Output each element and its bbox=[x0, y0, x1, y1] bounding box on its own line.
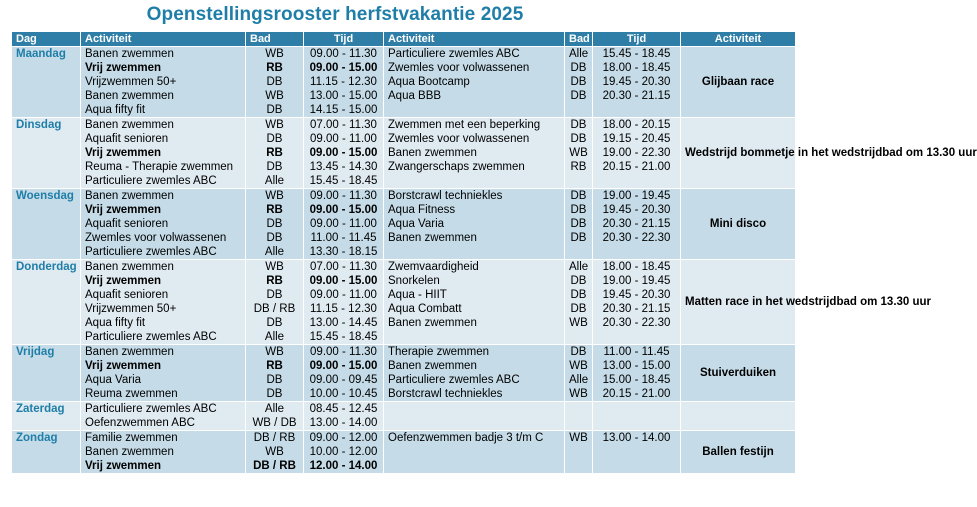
bath-cell: DB bbox=[565, 132, 593, 146]
table-row bbox=[12, 459, 796, 473]
bath-cell: WB bbox=[246, 89, 304, 103]
special-activity: Wedstrijd bommetje in het wedstrijdbad om 13.30 uur bbox=[681, 118, 796, 189]
bath-cell: DB bbox=[565, 118, 593, 133]
bath-cell bbox=[565, 402, 593, 417]
time-cell bbox=[593, 330, 681, 345]
time-cell: 13.30 - 18.15 bbox=[304, 245, 384, 260]
day-group-woensdag bbox=[12, 189, 796, 260]
bath-cell: DB bbox=[565, 61, 593, 75]
activity-cell: Reuma zwemmen bbox=[81, 387, 246, 402]
table-row bbox=[12, 416, 796, 431]
time-cell: 09.00 - 11.30 bbox=[304, 345, 384, 360]
activity-cell: Aqua Varia bbox=[81, 373, 246, 387]
activity-cell: Particuliere zwemles ABC bbox=[81, 174, 246, 189]
time-cell: 18.00 - 20.15 bbox=[593, 118, 681, 133]
time-cell bbox=[593, 103, 681, 118]
time-cell: 20.30 - 21.15 bbox=[593, 217, 681, 231]
time-cell bbox=[593, 416, 681, 431]
time-cell: 11.00 - 11.45 bbox=[593, 345, 681, 360]
time-cell bbox=[593, 174, 681, 189]
bath-cell: DB bbox=[246, 373, 304, 387]
day-group-dinsdag bbox=[12, 118, 977, 189]
activity-cell: Aqua Fitness bbox=[384, 203, 565, 217]
time-cell: 19.00 - 19.45 bbox=[593, 274, 681, 288]
day-group-maandag bbox=[12, 47, 796, 118]
activity-cell: Reuma - Therapie zwemmen bbox=[81, 160, 246, 174]
bath-cell: WB bbox=[246, 47, 304, 62]
time-cell: 09.00 - 11.00 bbox=[304, 288, 384, 302]
day-group-zaterdag bbox=[12, 402, 796, 431]
table-row bbox=[12, 345, 796, 360]
day-name: Woensdag bbox=[12, 189, 81, 260]
activity-cell: Borstcrawl techniekles bbox=[384, 387, 565, 402]
bath-cell: WB bbox=[565, 316, 593, 330]
day-name: Dinsdag bbox=[12, 118, 81, 189]
table-row bbox=[12, 445, 796, 459]
table-row bbox=[12, 217, 796, 231]
activity-cell: Banen zwemmen bbox=[81, 89, 246, 103]
activity-cell bbox=[384, 330, 565, 345]
bath-cell: WB / DB bbox=[246, 416, 304, 431]
activity-cell: Banen zwemmen bbox=[384, 359, 565, 373]
table-row bbox=[12, 373, 796, 387]
table-row bbox=[12, 203, 796, 217]
table-row bbox=[12, 189, 796, 204]
bath-cell: DB bbox=[246, 217, 304, 231]
activity-cell: Particuliere zwemles ABC bbox=[81, 245, 246, 260]
bath-cell: DB bbox=[246, 387, 304, 402]
time-cell: 13.00 - 14.45 bbox=[304, 316, 384, 330]
activity-cell: Banen zwemmen bbox=[384, 316, 565, 330]
bath-cell: Alle bbox=[246, 245, 304, 260]
activity-cell bbox=[384, 402, 565, 417]
activity-cell: Vrijzwemmen 50+ bbox=[81, 75, 246, 89]
bath-cell: DB bbox=[565, 203, 593, 217]
day-name: Zaterdag bbox=[12, 402, 81, 431]
time-cell: 07.00 - 11.30 bbox=[304, 260, 384, 275]
bath-cell: DB bbox=[246, 288, 304, 302]
activity-cell: Aqua fifty fit bbox=[81, 103, 246, 118]
time-cell: 10.00 - 12.00 bbox=[304, 445, 384, 459]
activity-cell: Banen zwemmen bbox=[384, 231, 565, 245]
table-row bbox=[12, 245, 796, 260]
bath-cell: Alle bbox=[565, 47, 593, 62]
bath-cell: WB bbox=[565, 359, 593, 373]
bath-cell bbox=[565, 103, 593, 118]
activity-cell: Oefenzwemmen ABC bbox=[81, 416, 246, 431]
time-cell: 19.15 - 20.45 bbox=[593, 132, 681, 146]
time-cell: 13.00 - 14.00 bbox=[304, 416, 384, 431]
time-cell: 18.00 - 18.45 bbox=[593, 260, 681, 275]
bath-cell bbox=[565, 174, 593, 189]
table-row bbox=[12, 160, 796, 174]
bath-cell: DB bbox=[246, 132, 304, 146]
bath-cell: Alle bbox=[565, 260, 593, 275]
activity-cell bbox=[384, 459, 565, 473]
time-cell: 15.00 - 18.45 bbox=[593, 373, 681, 387]
activity-cell: Vrij zwemmen bbox=[81, 203, 246, 217]
activity-cell bbox=[384, 103, 565, 118]
table-row bbox=[12, 47, 796, 62]
activity-cell: Aqua Combatt bbox=[384, 302, 565, 316]
time-cell: 13.00 - 15.00 bbox=[304, 89, 384, 103]
time-cell: 19.45 - 20.30 bbox=[593, 75, 681, 89]
activity-cell: Therapie zwemmen bbox=[384, 345, 565, 360]
bath-cell: Alle bbox=[246, 330, 304, 345]
bath-cell: DB bbox=[565, 288, 593, 302]
table-row bbox=[12, 103, 796, 118]
time-cell: 15.45 - 18.45 bbox=[593, 47, 681, 62]
bath-cell: RB bbox=[246, 203, 304, 217]
table-row bbox=[12, 431, 796, 446]
activity-cell: Familie zwemmen bbox=[81, 431, 246, 446]
activity-cell: Vrij zwemmen bbox=[81, 459, 246, 473]
time-cell: 11.15 - 12.30 bbox=[304, 302, 384, 316]
bath-cell: WB bbox=[246, 118, 304, 133]
special-activity bbox=[681, 402, 796, 431]
bath-cell: WB bbox=[246, 445, 304, 459]
bath-cell: DB bbox=[565, 189, 593, 204]
activity-cell: Aquafit senioren bbox=[81, 288, 246, 302]
table-row bbox=[12, 61, 796, 75]
time-cell: 11.00 - 11.45 bbox=[304, 231, 384, 245]
activity-cell: Zwemles voor volwassenen bbox=[81, 231, 246, 245]
bath-cell bbox=[565, 445, 593, 459]
day-group-donderdag bbox=[12, 260, 932, 345]
bath-cell: DB bbox=[246, 160, 304, 174]
bath-cell: RB bbox=[565, 160, 593, 174]
special-activity: Mini disco bbox=[681, 189, 796, 260]
activity-cell bbox=[384, 245, 565, 260]
activity-cell: Zwemles voor volwassenen bbox=[384, 61, 565, 75]
bath-cell: DB bbox=[565, 75, 593, 89]
activity-cell: Aqua - HIIT bbox=[384, 288, 565, 302]
special-activity: Glijbaan race bbox=[681, 47, 796, 118]
time-cell: 20.15 - 21.00 bbox=[593, 387, 681, 402]
activity-cell: Aqua Varia bbox=[384, 217, 565, 231]
time-cell: 09.00 - 15.00 bbox=[304, 359, 384, 373]
activity-cell: Aqua fifty fit bbox=[81, 316, 246, 330]
table-row bbox=[12, 146, 796, 160]
time-cell: 14.15 - 15.00 bbox=[304, 103, 384, 118]
time-cell: 09.00 - 11.30 bbox=[304, 47, 384, 62]
header-activity-1: Activiteit bbox=[81, 32, 246, 47]
day-name: Vrijdag bbox=[12, 345, 81, 402]
time-cell: 19.45 - 20.30 bbox=[593, 288, 681, 302]
special-activity: Ballen festijn bbox=[681, 431, 796, 474]
table-row bbox=[12, 402, 796, 417]
activity-cell: Oefenzwemmen badje 3 t/m C bbox=[384, 431, 565, 446]
time-cell: 20.30 - 21.15 bbox=[593, 302, 681, 316]
activity-cell bbox=[384, 416, 565, 431]
time-cell: 09.00 - 15.00 bbox=[304, 274, 384, 288]
time-cell: 10.00 - 10.45 bbox=[304, 387, 384, 402]
table-row bbox=[12, 316, 796, 330]
header-bath-1: Bad bbox=[246, 32, 304, 47]
activity-cell: Zwangerschaps zwemmen bbox=[384, 160, 565, 174]
activity-cell: Vrij zwemmen bbox=[81, 274, 246, 288]
day-group-vrijdag bbox=[12, 345, 796, 402]
header-bath-2: Bad bbox=[565, 32, 593, 47]
time-cell: 13.00 - 14.00 bbox=[593, 431, 681, 446]
activity-cell: Banen zwemmen bbox=[81, 445, 246, 459]
time-cell: 18.00 - 18.45 bbox=[593, 61, 681, 75]
special-activity: Matten race in het wedstrijdbad om 13.30 uur bbox=[681, 260, 796, 345]
activity-cell: Particuliere zwemles ABC bbox=[81, 330, 246, 345]
time-cell: 09.00 - 15.00 bbox=[304, 61, 384, 75]
bath-cell: DB bbox=[565, 274, 593, 288]
activity-cell: Particuliere zwemles ABC bbox=[384, 47, 565, 62]
time-cell: 20.30 - 22.30 bbox=[593, 231, 681, 245]
activity-cell: Particuliere zwemles ABC bbox=[384, 373, 565, 387]
time-cell bbox=[593, 402, 681, 417]
bath-cell: RB bbox=[246, 61, 304, 75]
table-row bbox=[12, 231, 796, 245]
activity-cell: Aquafit senioren bbox=[81, 217, 246, 231]
header-time-2: Tijd bbox=[593, 32, 681, 47]
activity-cell: Banen zwemmen bbox=[81, 345, 246, 360]
activity-cell: Vrij zwemmen bbox=[81, 61, 246, 75]
bath-cell: DB bbox=[565, 345, 593, 360]
bath-cell: DB bbox=[246, 103, 304, 118]
bath-cell: DB bbox=[246, 75, 304, 89]
bath-cell: RB bbox=[246, 359, 304, 373]
time-cell: 09.00 - 11.00 bbox=[304, 132, 384, 146]
bath-cell: DB / RB bbox=[246, 302, 304, 316]
time-cell: 09.00 - 15.00 bbox=[304, 146, 384, 160]
activity-cell: Banen zwemmen bbox=[81, 260, 246, 275]
bath-cell: Alle bbox=[246, 402, 304, 417]
time-cell: 11.15 - 12.30 bbox=[304, 75, 384, 89]
bath-cell: DB bbox=[565, 89, 593, 103]
activity-cell: Particuliere zwemles ABC bbox=[81, 402, 246, 417]
header-time-1: Tijd bbox=[304, 32, 384, 47]
activity-cell: Zwemvaardigheid bbox=[384, 260, 565, 275]
activity-cell: Zwemmen met een beperking bbox=[384, 118, 565, 133]
activity-cell: Aqua Bootcamp bbox=[384, 75, 565, 89]
bath-cell bbox=[565, 330, 593, 345]
activity-cell: Banen zwemmen bbox=[81, 189, 246, 204]
activity-cell: Vrij zwemmen bbox=[81, 146, 246, 160]
activity-cell: Snorkelen bbox=[384, 274, 565, 288]
table-row bbox=[12, 274, 796, 288]
bath-cell: DB / RB bbox=[246, 459, 304, 473]
time-cell: 08.45 - 12.45 bbox=[304, 402, 384, 417]
bath-cell: DB bbox=[565, 231, 593, 245]
time-cell: 19.00 - 22.30 bbox=[593, 146, 681, 160]
bath-cell bbox=[565, 245, 593, 260]
bath-cell: WB bbox=[246, 189, 304, 204]
bath-cell bbox=[565, 416, 593, 431]
activity-cell: Aqua BBB bbox=[384, 89, 565, 103]
bath-cell: DB bbox=[246, 231, 304, 245]
bath-cell: RB bbox=[246, 146, 304, 160]
header-special-activity: Activiteit bbox=[681, 32, 796, 47]
table-row bbox=[12, 174, 796, 189]
bath-cell: DB bbox=[565, 217, 593, 231]
schedule-table bbox=[11, 32, 977, 473]
day-name: Zondag bbox=[12, 431, 81, 474]
table-header bbox=[12, 32, 796, 47]
bath-cell: Alle bbox=[246, 174, 304, 189]
day-group-zondag bbox=[12, 431, 796, 474]
activity-cell: Vrijzwemmen 50+ bbox=[81, 302, 246, 316]
table-row bbox=[12, 359, 796, 373]
time-cell: 19.00 - 19.45 bbox=[593, 189, 681, 204]
special-activity: Stuiverduiken bbox=[681, 345, 796, 402]
table-row bbox=[12, 387, 796, 402]
time-cell: 20.30 - 21.15 bbox=[593, 89, 681, 103]
bath-cell: WB bbox=[565, 146, 593, 160]
activity-cell: Vrij zwemmen bbox=[81, 359, 246, 373]
activity-cell: Banen zwemmen bbox=[81, 47, 246, 62]
time-cell: 09.00 - 12.00 bbox=[304, 431, 384, 446]
activity-cell: Banen zwemmen bbox=[384, 146, 565, 160]
day-name: Donderdag bbox=[12, 260, 81, 345]
bath-cell: WB bbox=[565, 431, 593, 446]
time-cell: 09.00 - 11.30 bbox=[304, 189, 384, 204]
bath-cell: WB bbox=[246, 260, 304, 275]
time-cell: 15.45 - 18.45 bbox=[304, 174, 384, 189]
time-cell: 09.00 - 09.45 bbox=[304, 373, 384, 387]
bath-cell: DB / RB bbox=[246, 431, 304, 446]
time-cell bbox=[593, 245, 681, 260]
day-name: Maandag bbox=[12, 47, 81, 118]
table-row bbox=[12, 89, 796, 103]
table-row bbox=[12, 132, 796, 146]
table-row bbox=[12, 75, 796, 89]
activity-cell: Zwemles voor volwassenen bbox=[384, 132, 565, 146]
time-cell: 20.30 - 22.30 bbox=[593, 316, 681, 330]
bath-cell: DB bbox=[565, 302, 593, 316]
time-cell: 13.00 - 15.00 bbox=[593, 359, 681, 373]
table-row bbox=[12, 330, 796, 345]
table-row bbox=[12, 288, 796, 302]
activity-cell bbox=[384, 445, 565, 459]
page-title: Openstellingsrooster herfstvakantie 2025 bbox=[146, 4, 524, 25]
activity-cell: Aquafit senioren bbox=[81, 132, 246, 146]
bath-cell: DB bbox=[246, 316, 304, 330]
time-cell bbox=[593, 445, 681, 459]
time-cell: 12.00 - 14.00 bbox=[304, 459, 384, 473]
time-cell: 15.45 - 18.45 bbox=[304, 330, 384, 345]
bath-cell: Alle bbox=[565, 373, 593, 387]
time-cell: 20.15 - 21.00 bbox=[593, 160, 681, 174]
table-row bbox=[12, 118, 796, 133]
time-cell: 19.45 - 20.30 bbox=[593, 203, 681, 217]
bath-cell: RB bbox=[246, 274, 304, 288]
header-activity-2: Activiteit bbox=[384, 32, 565, 47]
time-cell bbox=[593, 459, 681, 473]
time-cell: 09.00 - 11.00 bbox=[304, 217, 384, 231]
bath-cell: WB bbox=[246, 345, 304, 360]
activity-cell bbox=[384, 174, 565, 189]
table-row bbox=[12, 260, 796, 275]
activity-cell: Borstcrawl techniekles bbox=[384, 189, 565, 204]
time-cell: 09.00 - 15.00 bbox=[304, 203, 384, 217]
time-cell: 07.00 - 11.30 bbox=[304, 118, 384, 133]
bath-cell bbox=[565, 459, 593, 473]
time-cell: 13.45 - 14.30 bbox=[304, 160, 384, 174]
table-row bbox=[12, 302, 796, 316]
bath-cell: WB bbox=[565, 387, 593, 402]
activity-cell: Banen zwemmen bbox=[81, 118, 246, 133]
header-day: Dag bbox=[12, 32, 81, 47]
